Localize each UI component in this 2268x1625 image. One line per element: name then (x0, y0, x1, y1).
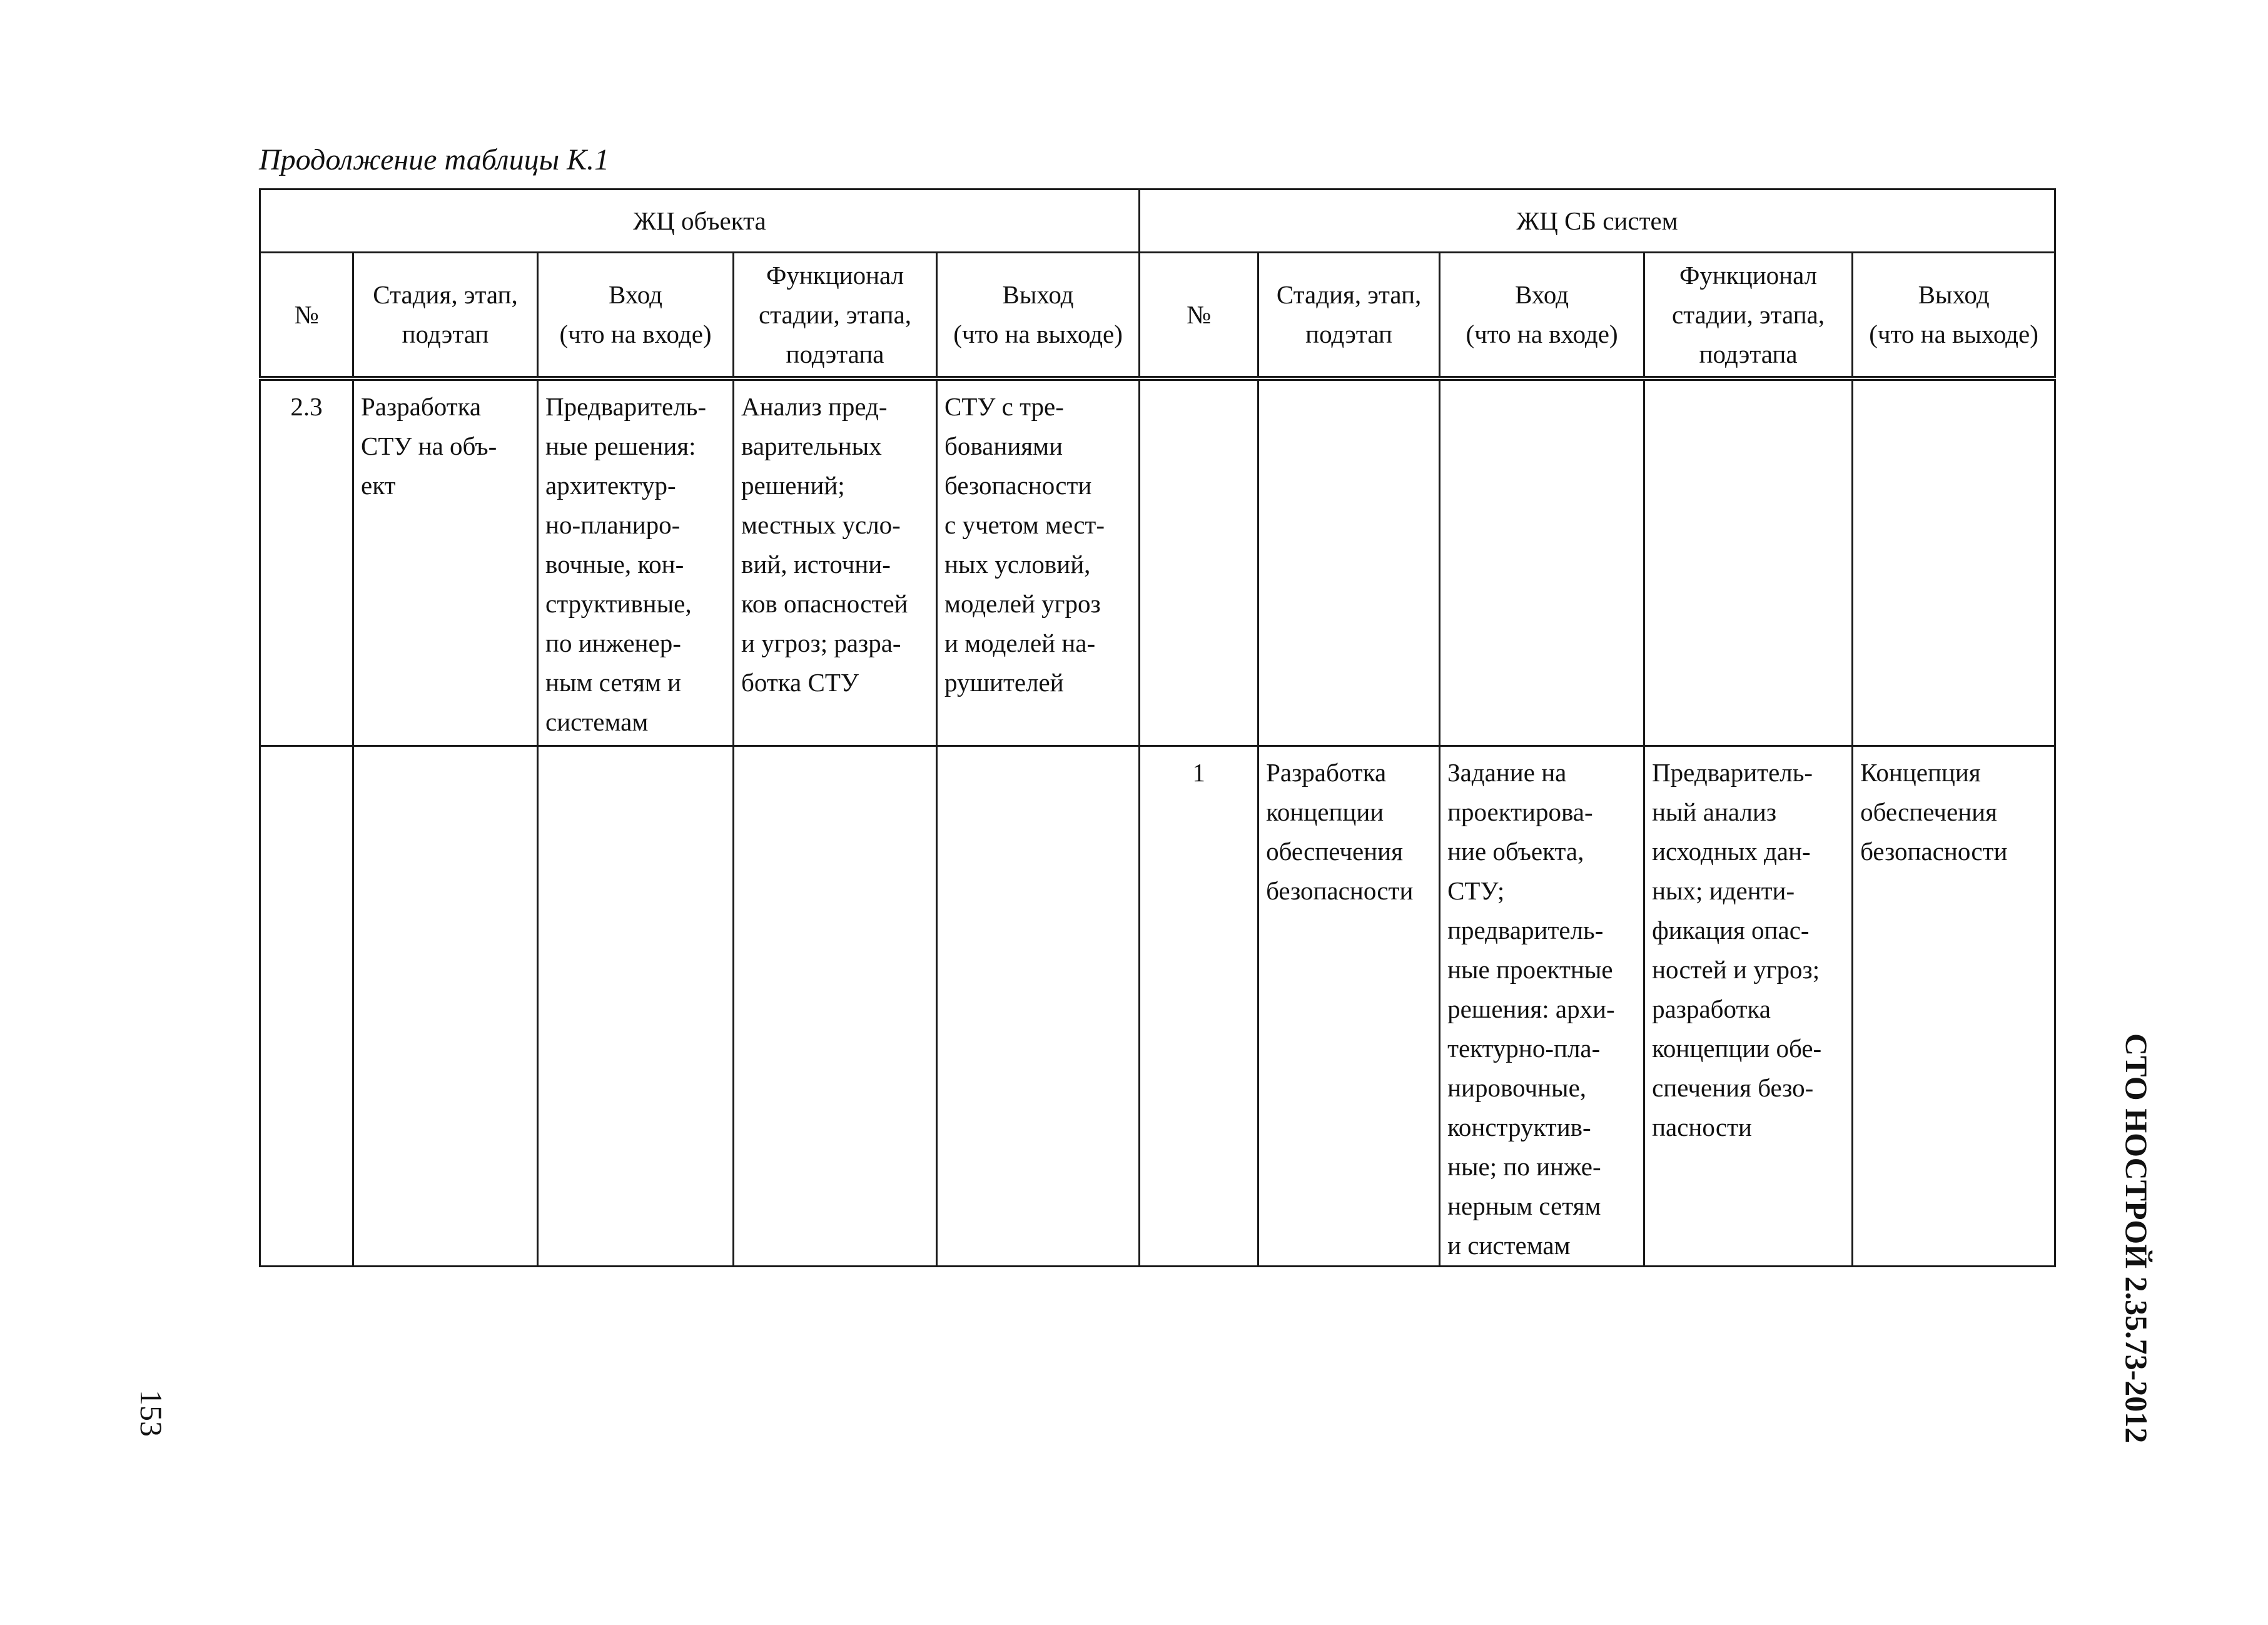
page-number (133, 1390, 170, 1437)
cell-line: безопасности (1860, 837, 2008, 866)
cell-line: подэтап (402, 320, 489, 348)
cell-line: по инженер- (545, 629, 681, 657)
cell-line: безопасности (944, 471, 1092, 500)
cell-line: фикация опас- (1652, 916, 1810, 944)
cell-line: ные проектные (1447, 955, 1613, 984)
table-row (260, 746, 2055, 1267)
cell-line: структивные, (545, 589, 692, 618)
cell-line: моделей угроз (944, 589, 1101, 618)
cell-line: Вход (609, 280, 662, 309)
group-header-systems: ЖЦ СБ систем (1140, 190, 2055, 253)
cell-line: (что на выходе) (1869, 320, 2038, 348)
cell-line: Вход (1515, 280, 1569, 309)
column-header-function-systems (1644, 253, 1853, 379)
cell-line: стадии, этапа, (1672, 300, 1825, 329)
cell-line: архитектур- (545, 471, 676, 500)
cell-line: обеспечения (1266, 837, 1403, 866)
column-header-function-object (734, 253, 937, 379)
cell-line: (что на выходе) (953, 320, 1123, 348)
cell-line: Выход (1002, 280, 1074, 309)
cell-line: нерным сетям (1447, 1192, 1601, 1220)
cell-line: пасности (1652, 1113, 1752, 1142)
cell-line: Стадия, этап, (373, 280, 518, 309)
cell-line: (что на входе) (559, 320, 712, 348)
cell-line: тектурно-пла- (1447, 1034, 1601, 1063)
cell-line: с учетом мест- (944, 510, 1105, 539)
cell-line: но-планиро- (545, 510, 681, 539)
document-code: СТО НОСТРОЙ 2.35.73-2012 (2119, 1033, 2154, 1444)
cell-line: Функционал (766, 260, 904, 290)
table-cell-function (734, 746, 937, 1267)
table-caption: Продолжение таблицы К.1 (259, 143, 609, 176)
table-cell-function (1644, 746, 1853, 1267)
table-cell-stage (1258, 378, 1440, 746)
cell-line: ные решения: (545, 432, 696, 460)
cell-line: СТУ; (1447, 876, 1505, 905)
cell-line: СТУ с тре- (944, 392, 1064, 421)
cell-line: Стадия, этап, (1276, 280, 1422, 309)
cell-line: Функционал (1679, 260, 1818, 290)
cell-line: № (1187, 300, 1212, 329)
cell-line: обеспечения (1860, 797, 1997, 826)
table-cell-stage (1258, 746, 1440, 1267)
table-cell-output (937, 746, 1140, 1267)
cell-line: 1 (1192, 758, 1205, 787)
column-header-input-systems (1440, 253, 1644, 379)
cell-line: концепции (1266, 797, 1384, 826)
column-header-input-object (538, 253, 734, 379)
cell-line: вий, источни- (741, 550, 891, 579)
cell-line: бованиями (944, 432, 1063, 460)
cell-line: нировочные, (1447, 1073, 1587, 1102)
cell-line: ботка СТУ (741, 668, 859, 697)
cell-line: Концепция (1860, 758, 1981, 787)
cell-line: подэтапа (1699, 339, 1798, 368)
cell-line: Разработка (1266, 758, 1387, 787)
cell-line: и угроз; разра- (741, 629, 901, 657)
lifecycle-table (259, 188, 2056, 1267)
cell-line: ные; по инже- (1447, 1152, 1601, 1181)
cell-line: решений; (741, 471, 845, 500)
table-cell-number (1140, 746, 1258, 1267)
cell-line: Разработка (361, 392, 482, 421)
cell-line: разработка (1652, 995, 1771, 1023)
column-header-number-systems (1140, 253, 1258, 379)
table-cell-function (1644, 378, 1853, 746)
cell-line: проектирова- (1447, 797, 1593, 826)
column-header-stage-systems (1258, 253, 1440, 379)
table-cell-number (260, 378, 353, 746)
table-cell-number (260, 746, 353, 1267)
cell-line: вочные, кон- (545, 550, 684, 579)
cell-line: рушителей (944, 668, 1064, 697)
column-header-stage-object (353, 253, 538, 379)
cell-line: предваритель- (1447, 916, 1604, 944)
column-header-number-object (260, 253, 353, 379)
table-cell-output (1853, 746, 2055, 1267)
cell-line: (что на входе) (1466, 320, 1618, 348)
cell-line: Анализ пред- (741, 392, 888, 421)
table-cell-stage (353, 746, 538, 1267)
table-cell-function (734, 378, 937, 746)
cell-line: варительных (741, 432, 882, 460)
cell-line: № (294, 300, 319, 329)
cell-line: и моделей на- (944, 629, 1096, 657)
group-header-object: ЖЦ объекта (260, 190, 1140, 253)
cell-line: Задание на (1447, 758, 1567, 787)
cell-line: ект (361, 471, 396, 500)
table-cell-output (937, 378, 1140, 746)
cell-line: безопасности (1266, 876, 1414, 905)
cell-line: решения: архи- (1447, 995, 1615, 1023)
cell-line: ностей и угроз; (1652, 955, 1820, 984)
cell-line: исходных дан- (1652, 837, 1811, 866)
page-number-text: 153 (134, 1390, 169, 1437)
cell-line: Предваритель- (545, 392, 707, 421)
column-header-output-systems (1853, 253, 2055, 379)
cell-line: ние объекта, (1447, 837, 1584, 866)
cell-line: Предваритель- (1652, 758, 1813, 787)
table-cell-number (1140, 378, 1258, 746)
cell-line: ным сетям и (545, 668, 681, 697)
cell-line: ков опасностей (741, 589, 908, 618)
table-cell-output (1853, 378, 2055, 746)
column-header-output-object (937, 253, 1140, 379)
table-cell-input (1440, 378, 1644, 746)
cell-line: конструктив- (1447, 1113, 1591, 1142)
cell-line: подэтап (1305, 320, 1392, 348)
table-cell-input (538, 746, 734, 1267)
cell-line: подэтапа (786, 339, 884, 368)
table-cell-input (1440, 746, 1644, 1267)
cell-line: системам (545, 707, 649, 736)
table-row (260, 378, 2055, 746)
cell-line: концепции обе- (1652, 1034, 1822, 1063)
cell-line: 2.3 (290, 392, 323, 421)
cell-line: ных условий, (944, 550, 1091, 579)
table-cell-input (538, 378, 734, 746)
cell-line: СТУ на объ- (361, 432, 497, 460)
cell-line: ных; иденти- (1652, 876, 1795, 905)
cell-line: спечения безо- (1652, 1073, 1814, 1102)
table-cell-stage (353, 378, 538, 746)
cell-line: местных усло- (741, 510, 901, 539)
cell-line: стадии, этапа, (758, 300, 912, 329)
cell-line: и системам (1447, 1231, 1571, 1260)
cell-line: Выход (1918, 280, 1990, 309)
cell-line: ный анализ (1652, 797, 1777, 826)
